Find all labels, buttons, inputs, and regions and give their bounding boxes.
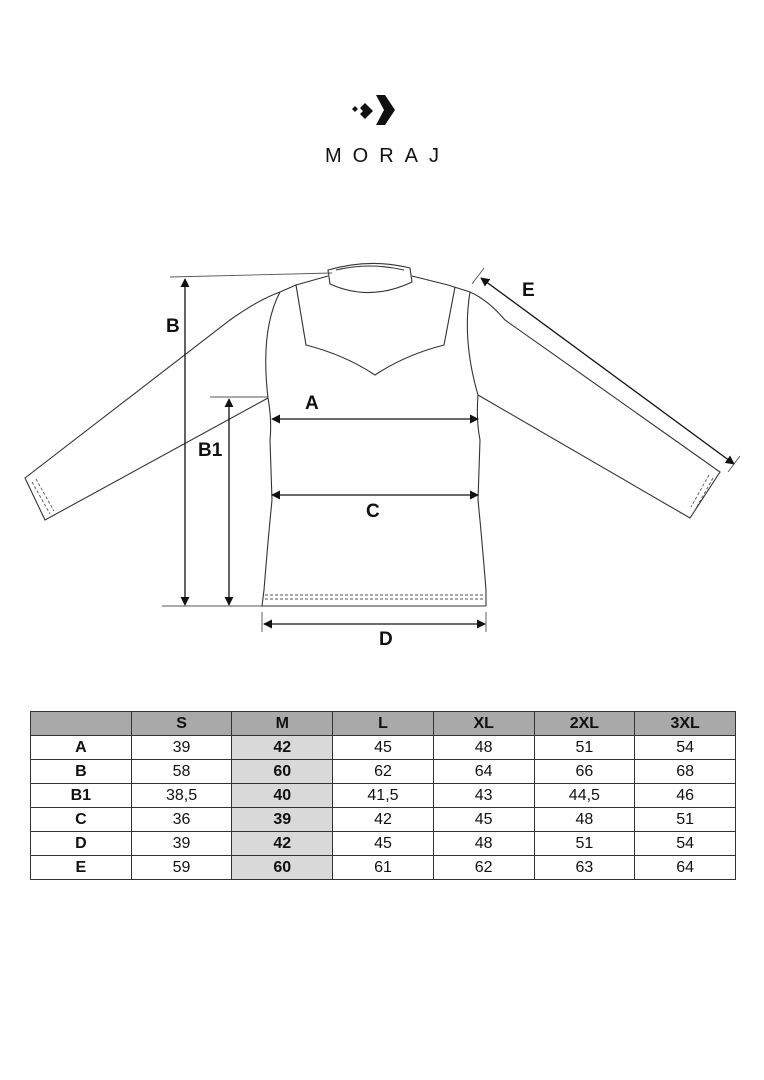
table-cell-highlight: 60 [232, 760, 333, 784]
table-cell: 48 [433, 832, 534, 856]
table-cell: 41,5 [333, 784, 434, 808]
column-header-xl: XL [433, 712, 534, 736]
table-cell: 54 [635, 736, 736, 760]
dim-label-c: C [366, 501, 380, 522]
dimension-arrows [185, 278, 734, 624]
table-cell-highlight: 42 [232, 736, 333, 760]
table-header-row [31, 712, 736, 736]
table-cell: 64 [433, 760, 534, 784]
table-cell: 62 [333, 760, 434, 784]
table-cell: 51 [534, 832, 635, 856]
table-cell: 42 [333, 808, 434, 832]
table-cell: 68 [635, 760, 736, 784]
garment-stitching [32, 475, 713, 599]
table-row [31, 784, 736, 808]
table-cell: 64 [635, 856, 736, 880]
garment-outline [25, 263, 720, 606]
size-chart-table [30, 711, 736, 880]
table-cell: 48 [534, 808, 635, 832]
brand-name: MORAJ [325, 145, 450, 167]
table-cell: 59 [131, 856, 232, 880]
table-row [31, 760, 736, 784]
table-cell: 46 [635, 784, 736, 808]
dim-label-b: B [166, 316, 180, 337]
table-cell: 45 [333, 832, 434, 856]
table-cell-highlight: 39 [232, 808, 333, 832]
table-cell: 54 [635, 832, 736, 856]
table-row [31, 832, 736, 856]
table-cell: 43 [433, 784, 534, 808]
table-cell: 51 [534, 736, 635, 760]
row-label: D [31, 832, 132, 856]
table-row [31, 736, 736, 760]
column-header-3xl: 3XL [635, 712, 736, 736]
row-label: E [31, 856, 132, 880]
table-cell-highlight: 60 [232, 856, 333, 880]
dim-label-b1: B1 [198, 440, 223, 461]
table-cell-highlight: 42 [232, 832, 333, 856]
dim-label-d: D [379, 629, 393, 650]
table-cell: 39 [131, 832, 232, 856]
table-cell: 38,5 [131, 784, 232, 808]
row-label: B [31, 760, 132, 784]
table-cell: 45 [333, 736, 434, 760]
column-header-m: M [232, 712, 333, 736]
table-cell: 58 [131, 760, 232, 784]
table-cell: 51 [635, 808, 736, 832]
column-header-2xl: 2XL [534, 712, 635, 736]
dim-label-a: A [305, 393, 319, 414]
table-cell: 66 [534, 760, 635, 784]
table-cell: 62 [433, 856, 534, 880]
table-cell: 61 [333, 856, 434, 880]
table-cell: 45 [433, 808, 534, 832]
row-label: A [31, 736, 132, 760]
dimension-guides [162, 268, 740, 632]
row-label: B1 [31, 784, 132, 808]
dim-line-e [481, 278, 734, 464]
table-cell: 63 [534, 856, 635, 880]
column-header-l: L [333, 712, 434, 736]
table-cell: 48 [433, 736, 534, 760]
table-cell: 39 [131, 736, 232, 760]
table-corner-cell [31, 712, 132, 736]
dim-label-e: E [522, 280, 535, 301]
table-row [31, 808, 736, 832]
table-cell: 44,5 [534, 784, 635, 808]
column-header-s: S [131, 712, 232, 736]
row-label: C [31, 808, 132, 832]
table-cell: 36 [131, 808, 232, 832]
table-cell-highlight: 40 [232, 784, 333, 808]
table-row [31, 856, 736, 880]
